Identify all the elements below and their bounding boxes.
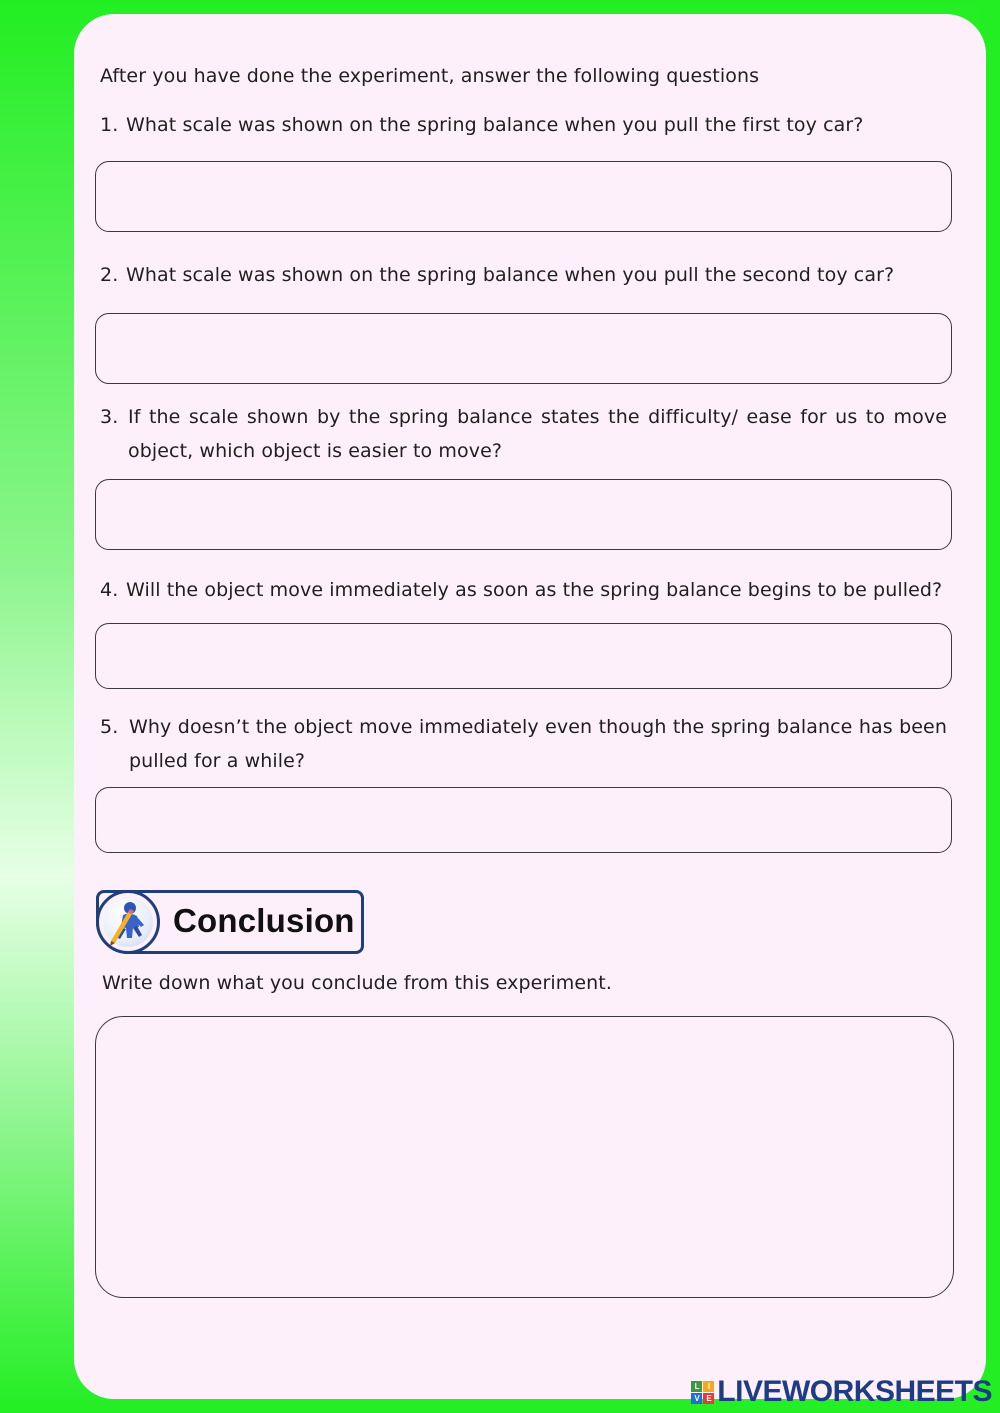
logo-letter-i: I [703, 1381, 714, 1392]
question-1-text: What scale was shown on the spring balance when you pull the first toy car? [126, 114, 864, 136]
liveworksheets-text: LIVEWORKSHEETS [717, 1375, 992, 1408]
question-5-text: Why doesn’t the object move immediately even though the spring balance has been pulled for a while? [129, 716, 947, 772]
question-3-text: If the scale shown by the spring balance states the difficulty/ ease for us to move object, which object is easier to move? [128, 406, 947, 462]
liveworksheets-watermark [691, 1375, 992, 1409]
answer-box-5[interactable] [95, 787, 952, 853]
logo-letter-e: E [703, 1393, 714, 1404]
liveworksheets-logo-icon [691, 1381, 714, 1404]
conclusion-prompt: Write down what you conclude from this experiment. [102, 972, 612, 994]
answer-box-3[interactable] [95, 479, 952, 550]
question-1-number: 1. [100, 114, 119, 136]
student-writing-icon [99, 893, 157, 951]
answer-box-4[interactable] [95, 623, 952, 689]
question-2 [100, 258, 960, 292]
question-4 [100, 573, 960, 607]
conclusion-answer-box[interactable] [95, 1016, 954, 1298]
conclusion-icon-frame [96, 890, 160, 954]
answer-box-2[interactable] [95, 313, 952, 384]
answer-box-1[interactable] [95, 161, 952, 232]
conclusion-title: Conclusion [173, 902, 355, 939]
question-4-number: 4. [100, 579, 119, 601]
logo-letter-v: V [691, 1393, 702, 1404]
question-1 [100, 108, 960, 142]
question-3-number: 3. [100, 406, 119, 428]
question-2-number: 2. [100, 264, 119, 286]
question-5 [100, 710, 947, 778]
question-5-number: 5. [100, 716, 119, 738]
conclusion-header [96, 890, 364, 954]
logo-letter-l: L [691, 1381, 702, 1392]
question-4-text: Will the object move immediately as soon as the spring balance begins to be pulled? [126, 579, 943, 601]
question-2-text: What scale was shown on the spring balance when you pull the second toy car? [126, 264, 895, 286]
question-3 [100, 400, 947, 468]
instructions-intro: After you have done the experiment, answer the following questions [100, 65, 760, 87]
